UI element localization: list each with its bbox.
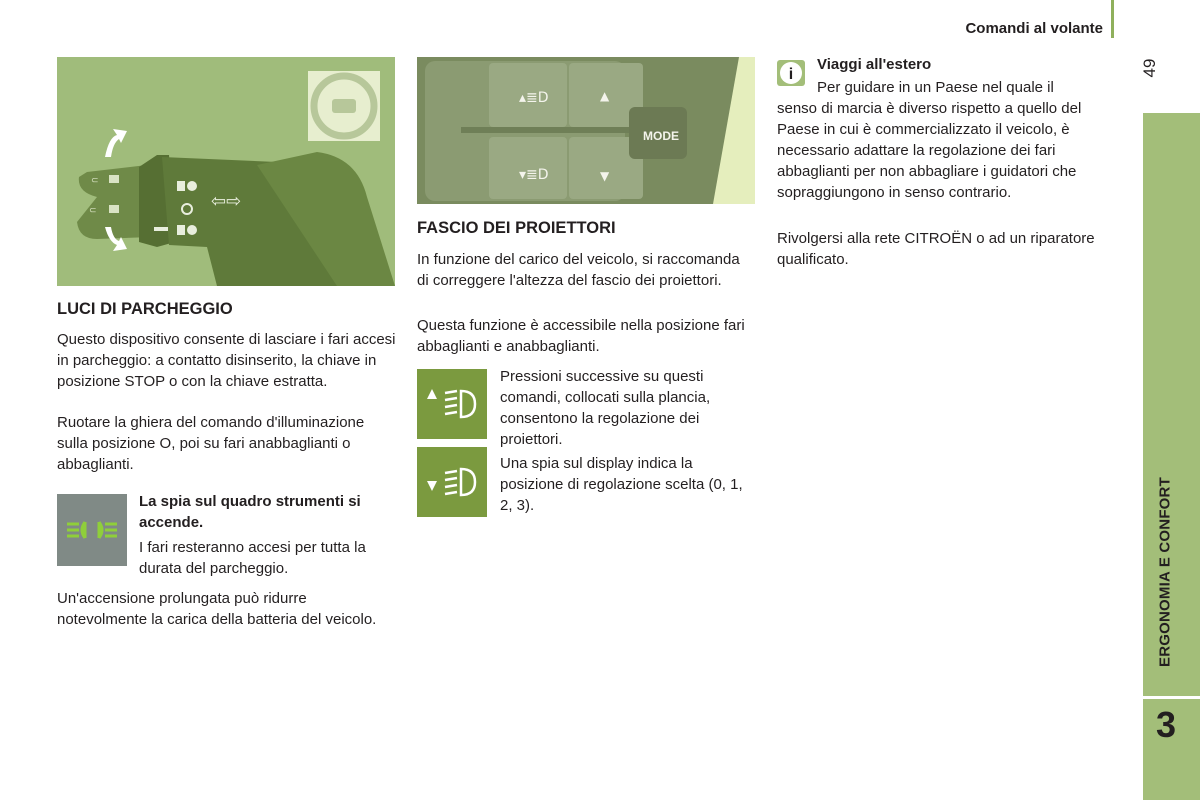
chapter-number: 3: [1155, 704, 1177, 745]
info-icon: [777, 60, 805, 86]
beam-up-icon: ▴≣D: [519, 90, 549, 106]
dashboard-controls-image: [417, 57, 755, 204]
info-text: senso di marcia è diverso rispetto a quello del Paese in cui è commercializzato il veicolo, è necessario adattare la regolazione dei fari abbaglianti per non abbagliare i guidatori che sopraggiungono in senso contrario.: [777, 100, 1082, 201]
light-stalk-image: [57, 57, 395, 286]
parking-indicator-box: [57, 494, 127, 566]
header-rule: [1111, 0, 1114, 38]
dealer-para: Rivolgersi alla rete CITROËN o ad un riparatore qualificato.: [777, 230, 1095, 268]
svg-text:i: i: [788, 66, 794, 83]
parking-lamp-indicator-icon: [57, 494, 127, 566]
down-arrow-icon: ▼: [600, 169, 610, 183]
heading-parking-lights: LUCI DI PARCHEGGIO: [57, 300, 233, 318]
page-number: 49: [1140, 58, 1159, 78]
adjustment-controls-text: Pressioni successive su questi comandi, collocati sulla plancia, consentono la regolazione dei proiettori.: [500, 368, 711, 448]
beam-raise-icon: [417, 369, 487, 439]
parking-para-1: Questo dispositivo consente di lasciare i fari accesi in parcheggio: a contatto disinserito, la chiave in posizione STOP o con la chiave estratta.: [57, 331, 396, 390]
svg-text:⊂: ⊂: [89, 206, 97, 216]
parking-para-2: Ruotare la ghiera del comando d'illuminazione sulla posizione O, poi su fari anabbaglianti o abbaglianti.: [57, 414, 365, 473]
svg-text:⊂: ⊂: [91, 176, 99, 186]
battery-warning-para: Un'accensione prolungata può ridurre notevolmente la carica della batteria del veicolo.: [57, 590, 377, 628]
indicator-warning-bold: La spia sul quadro strumenti si accende.: [139, 493, 361, 531]
heading-headlamp-beam: FASCIO DEI PROIETTORI: [417, 219, 616, 237]
indicator-warning-text: I fari resteranno accesi per tutta la durata del parcheggio.: [139, 539, 366, 577]
adjustment-display-text: Una spia sul display indica la posizione di regolazione scelta (0, 1, 2, 3).: [500, 455, 743, 514]
beam-lower-icon-box: [417, 447, 487, 517]
side-tab-divider: [1143, 696, 1200, 699]
up-arrow-icon: ▲: [600, 89, 610, 103]
beam-lower-icon: [417, 447, 487, 517]
beam-raise-icon-box: [417, 369, 487, 439]
headlamp-para-2: Questa funzione è accessibile nella posizione fari abbaglianti e anabbaglianti.: [417, 317, 745, 355]
headlamp-para-1: In funzione del carico del veicolo, si raccomanda di correggere l'altezza del fascio dei proiettori.: [417, 251, 740, 289]
chapter-label: ERGONOMIA E CONFORT: [1156, 477, 1174, 667]
direction-arrows-icon: ⇦⇨: [211, 191, 242, 212]
beam-down-icon: ▾≣D: [519, 167, 549, 183]
mode-button-label: MODE: [643, 129, 679, 143]
section-title: Comandi al volante: [965, 20, 1103, 37]
info-title: Viaggi all'estero: [817, 56, 932, 73]
info-text-first-line: Per guidare in un Paese nel quale il: [817, 79, 1054, 96]
